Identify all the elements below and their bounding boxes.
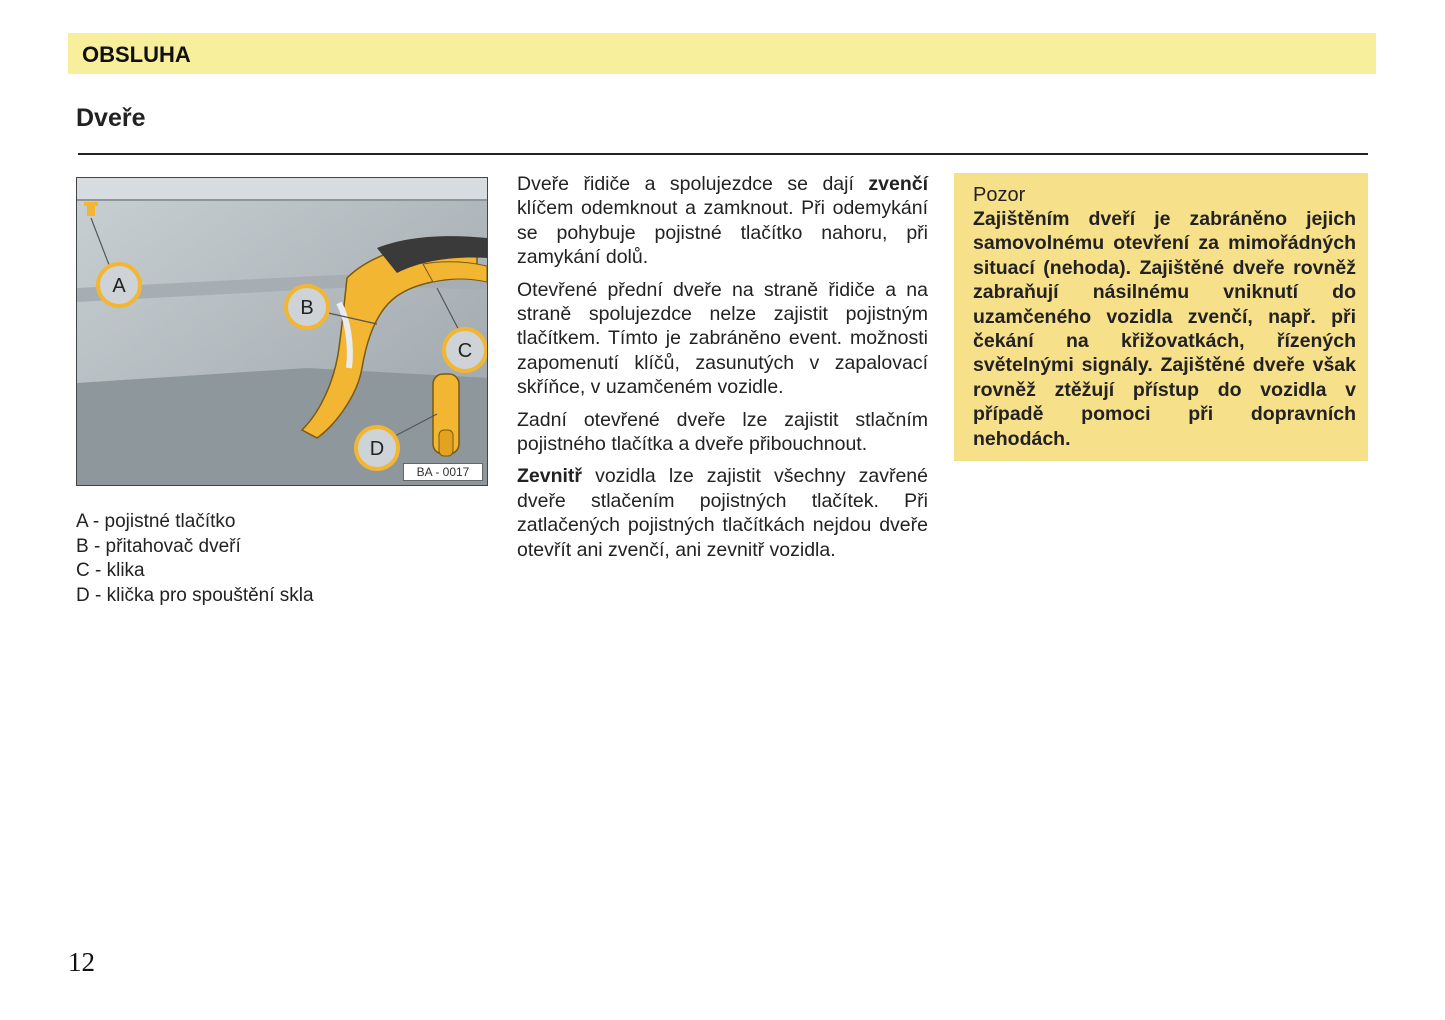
callout-a: [98, 264, 140, 306]
window-sill: [77, 178, 488, 200]
paragraph-2: Otevřené přední dveře na straně řidiče a na straně spolujezdce nelze zajistit pojistným tlačítkem. Tímto je zabráněno event. možnosti zapomenutí klíčů, zasunutých v zapalovací skříňce, v uzamčeném vozidle.: [517, 278, 928, 399]
warning-box: [954, 173, 1368, 461]
warning-title: Pozor: [973, 184, 1026, 206]
svg-text:A: A: [112, 275, 126, 297]
legend-item: A - pojistné tlačítko: [76, 511, 236, 532]
section-title: OBSLUHA: [82, 42, 191, 67]
door-lever: [423, 262, 487, 282]
figure-code-label: BA - 0017: [403, 463, 483, 481]
callout-b: [286, 286, 328, 328]
warning-text: Zajištěním dveří je zabráněno jejich samovolnému otevření za mimořádných situací (nehoda). Zajištěné dveře rovněž zabraňují násilnému vniknutí do uzamčeného vozidla zvenčí, např. při čekání na křižovatkách, řízených světelnými signály. Zajištěné dveře však rovněž ztěžují přístup do vozidla v případě pomoci při dopravních nehodách.: [973, 208, 1356, 450]
section-header-band: [68, 33, 1376, 74]
paragraph-4: Zevnitř vozidla lze zajistit všechny zavřené dveře stlačením pojistných tlačítek. Při zatlačených pojistných tlačítkách nejdou dveře otevřít ani zvenčí, ani zevnitř vozidla.: [517, 465, 928, 561]
callout-c: [444, 329, 486, 371]
callout-d: [356, 427, 398, 469]
svg-text:D: D: [369, 438, 385, 460]
paragraph-1: Dveře řidiče a spolujezdce se dají zvenčí klíčem odemknout a zamknout. Při odemykání se pohybuje pojistné tlačítko nahoru, při zamykání dolů.: [517, 173, 928, 269]
legend-item: D - klička pro spouštění skla: [76, 584, 314, 606]
paragraph-3: Zadní otevřené dveře lze zajistit stlačním pojistného tlačítka a dveře přibouchnout.: [517, 408, 928, 456]
page-number: 12: [68, 947, 95, 977]
title-divider: [78, 153, 1368, 155]
svg-text:B: B: [300, 297, 314, 319]
door-illustration: [76, 177, 488, 486]
legend-item: C - klika: [76, 560, 145, 581]
body-text-column: [517, 172, 928, 570]
figure-legend: [76, 510, 496, 608]
legend-item: B - přitahovač dveří: [76, 535, 241, 557]
door-panel-drawing: [77, 178, 488, 486]
svg-text:C: C: [457, 340, 473, 362]
page-title: Dveře: [76, 104, 146, 132]
